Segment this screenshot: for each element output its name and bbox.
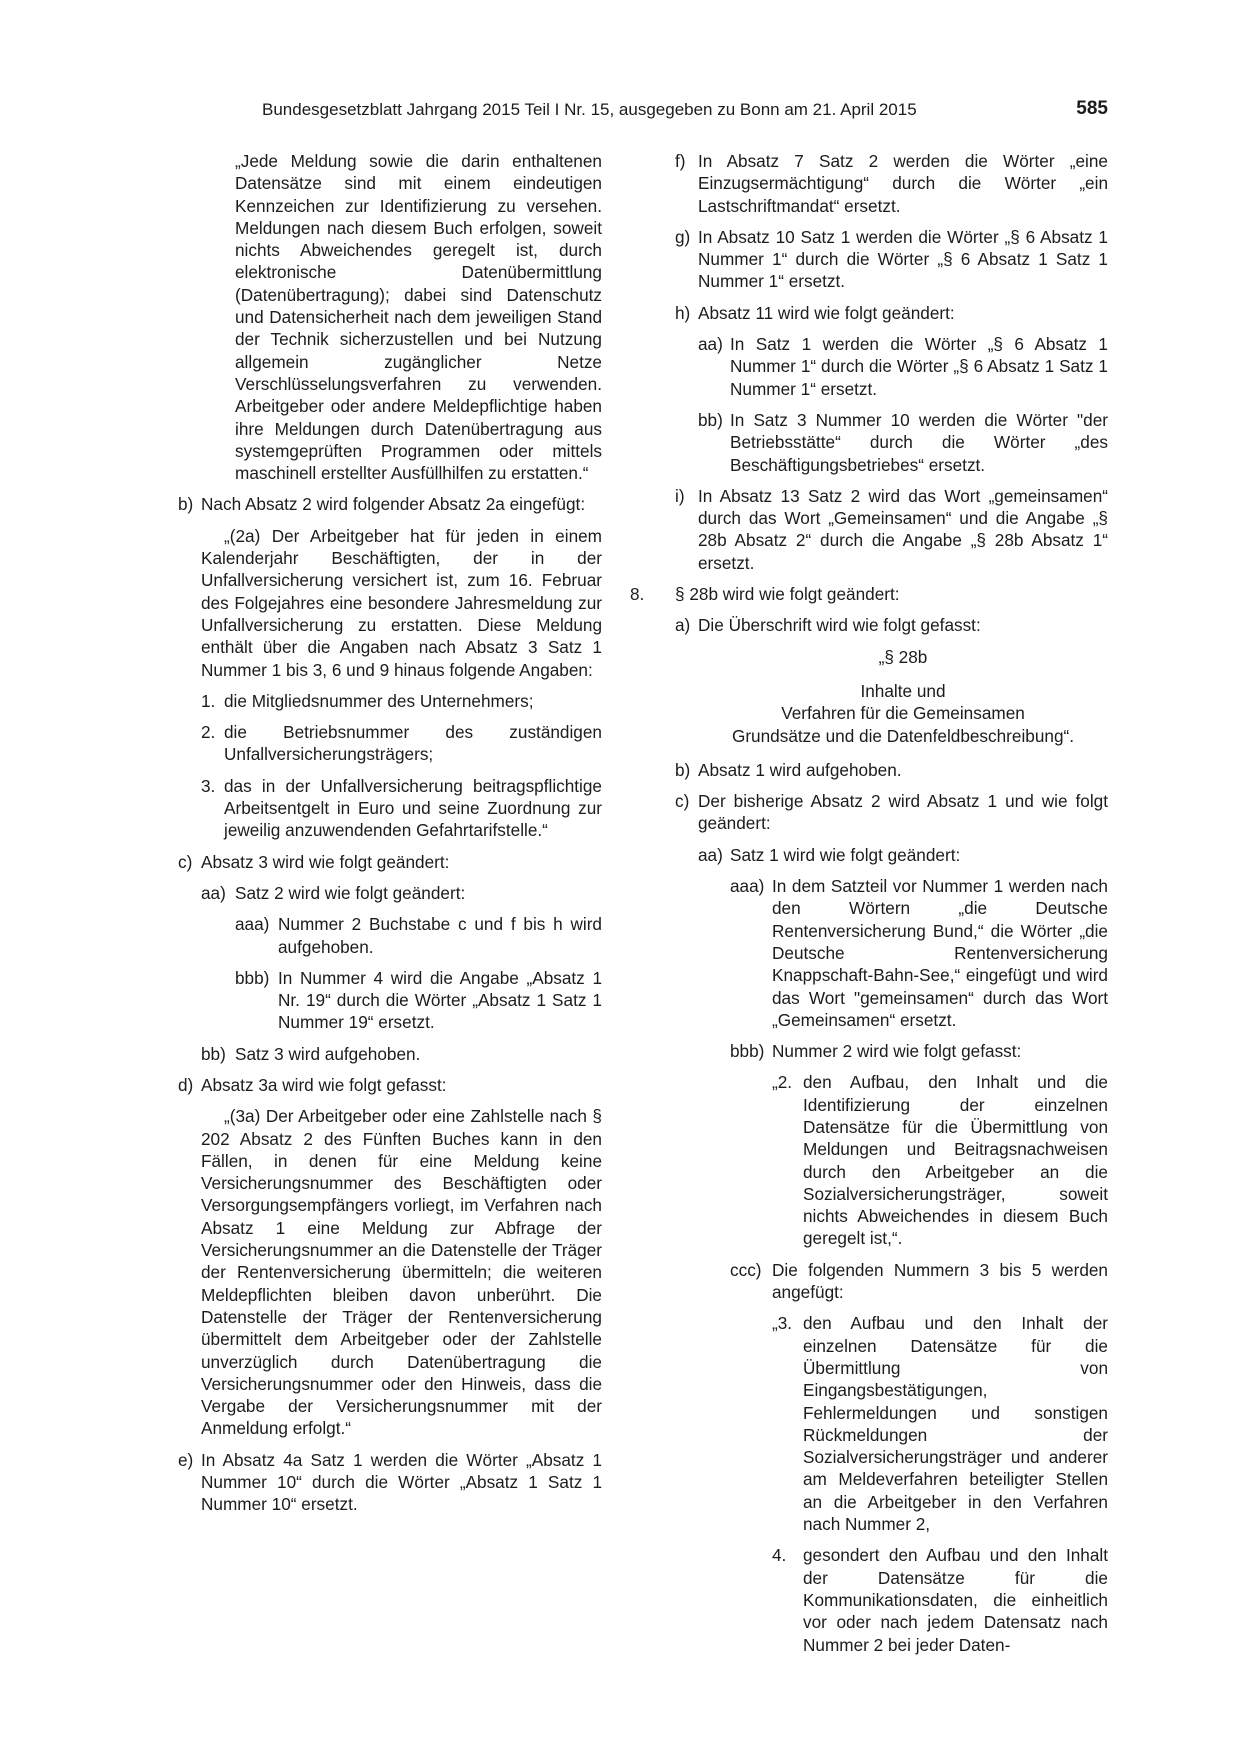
item-text: In Absatz 7 Satz 2 werden die Wörter „eine Einzugsermächtigung“ durch die Wörter „ein Lastschriftmandat“ ersetzt.: [698, 151, 1108, 216]
right-column: [630, 150, 1108, 1665]
item-label: aa): [201, 882, 226, 903]
item-label: „2.: [772, 1072, 793, 1093]
quote-paragraph: „(3a) Der Arbeitgeber oder eine Zahlstelle nach § 202 Absatz 2 des Fünften Buches kann in den Fällen, in denen für eine Meldung keine Versicherungsnummer des Beschäftigten oder Versorgungsempfängers vorliegt, im Verfahren nach Absatz 1 eine Meldung zur Abfrage der Versicherungsnummer an die Datenstelle der Träger der Rentenversicherung übermitteln; die weiteren Meldepflichten bleiben davon unberührt. Die Datenstelle der Träger der Rentenversicherung übermittelt dem Arbeitgeber oder der Zahlstelle unverzüglich durch Datenübertragung die Versicherungsnummer oder den Hinweis, dass die Vergabe der Versicherungsnummer mit der Anmeldung erfolgt.“: [201, 1106, 602, 1439]
item-c-bbb: [235, 967, 602, 1034]
item-text: die Betriebsnummer des zuständigen Unfallversicherungsträgers;: [224, 722, 602, 765]
item-label: f): [675, 151, 686, 171]
item-e: [178, 1449, 602, 1516]
item-label: aa): [698, 334, 723, 355]
item-text: § 28b wird wie folgt geändert:: [675, 584, 900, 605]
item-label: aaa): [235, 914, 270, 935]
item-label: bbb): [730, 1041, 765, 1062]
page-header: [262, 100, 1108, 130]
list-item: [201, 775, 602, 842]
list-item: [201, 690, 602, 712]
item-label: d): [178, 1074, 194, 1095]
heading-line: Inhalte und: [860, 680, 946, 701]
heading-line: Verfahren für die Gemeinsamen: [781, 703, 1025, 724]
quoted-number-2: [772, 1071, 1108, 1249]
left-column: [178, 150, 602, 1525]
item-8-a: [675, 614, 1108, 636]
item-label: 3.: [201, 775, 216, 796]
item-text: Die folgenden Nummern 3 bis 5 werden angefügt:: [772, 1259, 1108, 1303]
page-number: 585: [1076, 98, 1108, 119]
quoted-number-4: [772, 1544, 1108, 1655]
list-item: [201, 721, 602, 766]
item-text: Satz 2 wird wie folgt geändert:: [235, 882, 466, 903]
item-text: die Mitgliedsnummer des Unternehmers;: [224, 690, 534, 711]
item-8-c: [675, 790, 1108, 835]
item-label: aa): [698, 844, 723, 865]
item-label: bb): [698, 409, 723, 430]
heading-line: Grundsätze und die Datenfeldbeschreibung“.: [731, 725, 1075, 746]
item-text: Satz 3 wird aufgehoben.: [235, 1043, 421, 1064]
item-label: 2.: [201, 722, 216, 743]
item-label: ccc): [730, 1259, 762, 1280]
item-text: Absatz 1 wird aufgehoben.: [698, 759, 902, 780]
item-c-aaa: [235, 913, 602, 958]
item-text: den Aufbau und den Inhalt der einzelnen Datensätze für die Übermittlung von Eingangsbestätigungen, Fehlermeldungen und sonstigen Rückmeldungen der Sozialversicherungsträger und anderer am Meldeverfahren beteiligter Stellen an die Arbeitgeber in den Verfahren nach Nummer 2,: [803, 1313, 1108, 1535]
item-h: [675, 302, 1108, 324]
item-c-aa: [201, 882, 602, 904]
item-h-aa: [698, 333, 1108, 400]
item-8: [630, 583, 1108, 605]
item-h-bb: [698, 409, 1108, 476]
item-d: [178, 1074, 602, 1096]
item-text: Die Überschrift wird wie folgt gefasst:: [698, 615, 981, 636]
item-text: den Aufbau, den Inhalt und die Identifizierung der einzelnen Datensätze für die Übermittlung von Meldungen und Beitragsnachweisen durch den Arbeitgeber an die Sozialversicherungsträger, soweit nichts Abweichendes in diesem Buch geregelt ist,“.: [803, 1072, 1108, 1249]
item-8-b: [675, 759, 1108, 781]
heading-line: „§ 28b: [878, 646, 928, 667]
item-label: 1.: [201, 690, 216, 711]
item-text: das in der Unfallversicherung beitragspflichtige Arbeitsentgelt in Euro und seine Zuordnung zur jeweilig anzuwendenden Gefahrtarifstelle.“: [224, 775, 602, 841]
item-c: [178, 851, 602, 873]
item-label: h): [675, 302, 691, 323]
item-text: Absatz 11 wird wie folgt geändert:: [698, 302, 955, 323]
item-text: Nummer 2 Buchstabe c und f bis h wird aufgehoben.: [278, 914, 602, 957]
quote-paragraph: „(2a) Der Arbeitgeber hat für jeden in einem Kalenderjahr Beschäftigten, der in der Unfallversicherung versichert ist, zum 16. Februar des Folgejahres eine besondere Jahresmeldung zur Unfallversicherung zu erstatten. Diese Meldung enthält über die Angaben nach Absatz 3 Satz 1 Nummer 1 bis 3, 6 und 9 hinaus folgende Angaben:: [201, 525, 602, 680]
quote-paragraph: „Jede Meldung sowie die darin enthaltenen Datensätze sind mit einem eindeutigen Kennzeichen zur Identifizierung zu versehen. Meldungen nach diesem Buch erfolgen, soweit nichts Abweichendes geregelt ist, durch elektronische Datenübermittlung (Datenübertragung); dabei sind Datenschutz und Datensicherheit nach dem jeweiligen Stand der Technik sicherzustellen und bei Nutzung allgemein zugänglicher Netze Verschlüsselungsverfahren zu verwenden. Arbeitgeber oder andere Meldepflichtige haben ihre Meldungen durch Datenübertragung aus systemgeprüften Programmen oder mittels maschinell erstellter Ausfüllhilfen zu erstatten.“: [235, 151, 602, 484]
item-8-c-aa: [698, 844, 1108, 866]
item-text: Nummer 2 wird wie folgt gefasst:: [772, 1041, 1022, 1062]
item-text: In dem Satzteil vor Nummer 1 werden nach den Wörtern „die Deutsche Rentenversicherung Bund,“ die Wörter „die Deutsche Rentenversicherung Knappschaft-Bahn-See,“ eingefügt und wird das Wort "gemeinsamen“ durch das Wort „Gemeinsamen“ ersetzt.: [772, 876, 1108, 1030]
item-text: In Absatz 4a Satz 1 werden die Wörter „Absatz 1 Nummer 10“ durch die Wörter „Absatz 1 Satz 1 Nummer 10“ ersetzt.: [201, 1449, 602, 1515]
new-heading: [698, 646, 1108, 747]
item-b: [178, 493, 602, 515]
item-label: c): [178, 851, 193, 872]
item-label: bb): [201, 1043, 226, 1064]
item-8-c-bbb: [730, 1040, 1108, 1062]
item-i: [675, 485, 1108, 574]
item-8-c-aaa: [730, 875, 1108, 1031]
item-g: [675, 226, 1108, 293]
gazette-title: Bundesgesetzblatt Jahrgang 2015 Teil I Nr. 15, ausgegeben zu Bonn am 21. April 2015: [262, 100, 917, 119]
item-text: gesondert den Aufbau und den Inhalt der Datensätze für die Kommunikationsdaten, die einheitlich vor oder nach jedem Datensatz nach Nummer 2 bei jeder Daten-: [803, 1545, 1108, 1655]
item-text: Der bisherige Absatz 2 wird Absatz 1 und wie folgt geändert:: [698, 791, 1108, 834]
item-label: c): [675, 791, 690, 812]
item-text: Absatz 3a wird wie folgt gefasst:: [201, 1074, 447, 1095]
item-label: bbb): [235, 967, 270, 988]
item-label: b): [675, 759, 691, 780]
item-label: „3.: [772, 1313, 793, 1334]
item-label: aaa): [730, 876, 765, 897]
item-text: Satz 1 wird wie folgt geändert:: [730, 844, 961, 865]
item-label: 8.: [630, 584, 645, 605]
item-8-c-ccc: [730, 1259, 1108, 1304]
item-text: Nach Absatz 2 wird folgender Absatz 2a eingefügt:: [201, 494, 586, 515]
item-c-bb: [201, 1043, 602, 1065]
quoted-number-3: [772, 1312, 1108, 1535]
item-label: i): [675, 485, 685, 506]
item-text: In Absatz 13 Satz 2 wird das Wort „gemeinsamen“ durch das Wort „Gemeinsamen“ und die Angabe „§ 28b Absatz 2“ durch die Angabe „§ 28b Absatz 1“ ersetzt.: [698, 485, 1108, 573]
item-label: a): [675, 615, 691, 636]
item-text: In Absatz 10 Satz 1 werden die Wörter „§ 6 Absatz 1 Nummer 1“ durch die Wörter „§ 6 Absatz 1 Satz 1 Nummer 1“ ersetzt.: [698, 226, 1108, 292]
item-text: In Nummer 4 wird die Angabe „Absatz 1 Nr. 19“ durch die Wörter „Absatz 1 Satz 1 Nummer 19“ ersetzt.: [278, 967, 602, 1033]
item-label: g): [675, 226, 691, 247]
item-label: b): [178, 494, 194, 515]
item-text: Absatz 3 wird wie folgt geändert:: [201, 851, 450, 872]
item-text: In Satz 3 Nummer 10 werden die Wörter "der Betriebsstätte“ durch die Wörter „des Beschäftigungsbetriebes“ ersetzt.: [730, 409, 1108, 475]
item-text: In Satz 1 werden die Wörter „§ 6 Absatz 1 Nummer 1“ durch die Wörter „§ 6 Absatz 1 Satz 1 Nummer 1“ ersetzt.: [730, 334, 1108, 399]
item-label: 4.: [772, 1545, 787, 1566]
item-label: e): [178, 1449, 194, 1470]
item-f: [675, 150, 1108, 217]
